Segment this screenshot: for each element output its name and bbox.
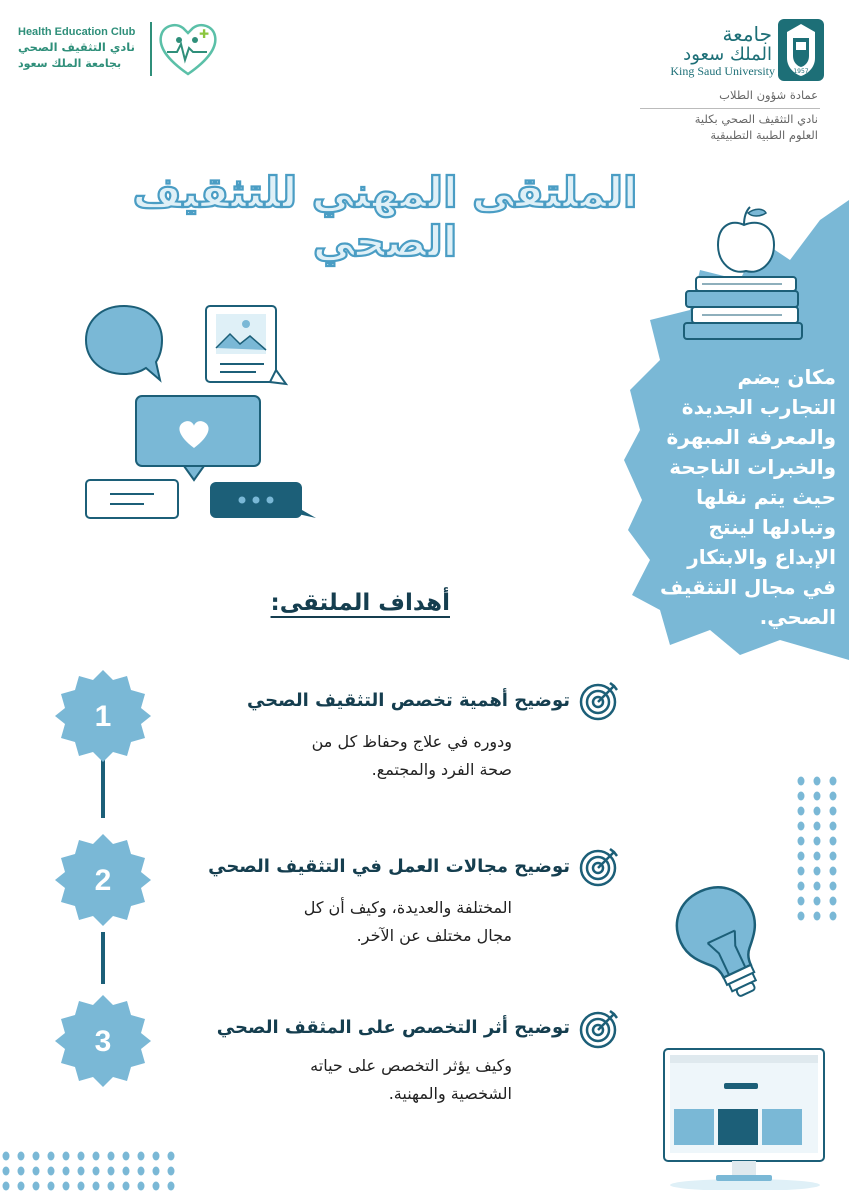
lightbulb-icon — [670, 880, 780, 1010]
goal-description — [212, 1052, 512, 1108]
goal-title: توضيح مجالات العمل في التثقيف الصحي — [208, 856, 570, 877]
svg-text:1957: 1957 — [793, 68, 809, 75]
header-divider — [640, 108, 820, 109]
deanship-label: عمادة شؤون الطلاب — [719, 88, 818, 102]
goal-description — [212, 728, 512, 784]
text-chat-icon — [86, 480, 178, 518]
goal-connector — [101, 760, 105, 818]
college-line-1: نادي التثقيف الصحي بكلية — [694, 112, 818, 126]
description-line: مكان يضم — [737, 365, 836, 389]
image-card-icon — [206, 306, 286, 384]
club-name-en: Health Education Club — [18, 26, 136, 38]
description-line: التجارب الجديدة — [681, 395, 836, 419]
description-line: الإبداع والابتكار — [687, 545, 836, 569]
goal-description-line: الشخصية والمهنية. — [388, 1084, 512, 1103]
goal-title: توضيح أهمية تخصص التثقيف الصحي — [246, 690, 570, 711]
chat-illustration — [80, 300, 320, 525]
typing-chat-icon — [210, 482, 316, 518]
university-name-ar-2: الملك سعود — [683, 44, 772, 65]
description-line: حيث يتم نقلها — [696, 485, 836, 509]
goals-heading: أهداف الملتقى: — [270, 590, 450, 616]
goal-connector — [101, 932, 105, 984]
dot-grid-bottom — [0, 1150, 180, 1196]
speech-bubble-icon — [86, 306, 162, 380]
goal-number: 2 — [94, 864, 112, 897]
university-name-en: King Saud University — [670, 64, 775, 78]
apple-books-icon — [682, 205, 812, 345]
ksu-emblem-icon — [777, 18, 825, 82]
heart-logo-icon — [155, 18, 221, 80]
description-line: الصحي. — [759, 605, 836, 629]
target-icon — [578, 846, 620, 888]
goal-number: 1 — [94, 700, 112, 733]
goal-description — [212, 894, 512, 950]
description-text — [640, 362, 836, 632]
description-line: في مجال التثقيف — [660, 575, 836, 599]
computer-monitor-icon — [660, 1045, 830, 1190]
svg-text:✚: ✚ — [199, 27, 210, 41]
goal-title: توضيح أثر التخصص على المثقف الصحي — [216, 1017, 570, 1038]
target-icon — [578, 680, 620, 722]
goal-description-line: صحة الفرد والمجتمع. — [371, 760, 512, 779]
university-name-ar-1: جامعة — [722, 22, 772, 46]
page-title: الملتقى المهني للتثقيف الصحي — [132, 168, 638, 266]
target-icon — [578, 1008, 620, 1050]
heart-chat-icon — [136, 396, 260, 480]
goal-number: 3 — [94, 1025, 112, 1058]
club-name-ar: نادي التثقيف الصحي — [18, 40, 135, 54]
description-line: وتبادلها لينتج — [708, 515, 836, 539]
club-university-ar: بجامعة الملك سعود — [18, 57, 122, 70]
goal-description-line: ودوره في علاج وحفاظ كل من — [311, 732, 512, 751]
description-line: والخبرات الناجحة — [669, 455, 836, 479]
goal-description-line: المختلفة والعديدة، وكيف أن كل — [303, 898, 512, 917]
goal-description-line: وكيف يؤثر التخصص على حياته — [310, 1056, 512, 1075]
dot-grid-right — [795, 775, 845, 925]
club-logo-divider — [150, 22, 152, 76]
description-line: والمعرفة المبهرة — [666, 425, 836, 449]
college-line-2: العلوم الطبية التطبيقية — [710, 128, 818, 142]
goal-description-line: مجال مختلف عن الآخر. — [356, 926, 512, 945]
